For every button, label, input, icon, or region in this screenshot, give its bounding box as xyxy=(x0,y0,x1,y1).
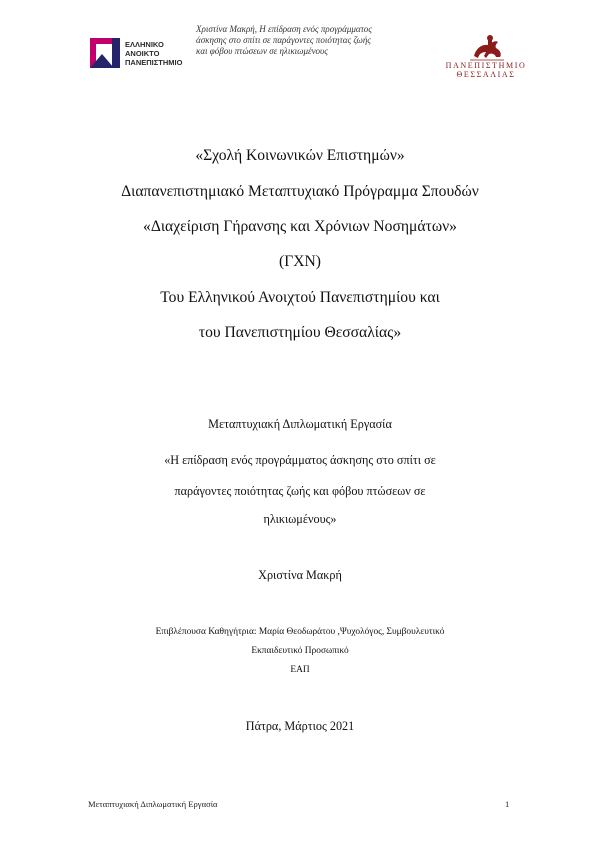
university-line-1: Του Ελληνικού Ανοιχτού Πανεπιστημίου και xyxy=(160,289,440,306)
university-line-2: του Πανεπιστημίου Θεσσαλίας» xyxy=(198,324,402,341)
thesis-title-line-3: ηλικιωμένους» xyxy=(263,512,337,526)
logo-left-line-3: ΠΑΝΕΠΙΣΤΗΜΙΟ xyxy=(125,58,183,67)
school-name: «Σχολή Κοινωνικών Επιστημών» xyxy=(195,147,405,164)
logo-left-line-2: ΑΝΟΙΚΤΟ xyxy=(125,49,160,58)
university-of-thessaly-logo xyxy=(440,30,532,80)
program-title: «Διαχείριση Γήρανσης και Χρόνιων Νοσημάτων» xyxy=(143,218,457,235)
program-abbreviation: (ΓΧΝ) xyxy=(279,253,321,270)
logo-right-line-2: ΘΕΣΣΑΛΙΑΣ xyxy=(456,70,516,79)
footer-label: Μεταπτυχιακή Διπλωματική Εργασία xyxy=(88,799,218,809)
logo-right-line-1: ΠΑΝΕΠΙΣΤΗΜΙΟ xyxy=(445,61,527,70)
horse-rider-emblem-icon xyxy=(474,35,501,58)
hellenic-open-university-logo xyxy=(88,34,198,74)
place-date: Πάτρα, Μάρτιος 2021 xyxy=(245,719,355,733)
supervisor-line-3: ΕΑΠ xyxy=(290,665,310,675)
running-header-line-3: και φόβου πτώσεων σε ηλικιωμένους xyxy=(196,46,328,56)
running-header-line-1: Χριστίνα Μακρή, Η επίδραση ενός προγράμματος xyxy=(196,24,372,34)
running-header-line-2: άσκησης στο σπίτι σε παράγοντες ποιότητας ζωής xyxy=(196,35,371,45)
supervisor-line-2: Εκπαιδευτικό Προσωπικό xyxy=(251,646,349,656)
thesis-title-line-1: «Η επίδραση ενός προγράμματος άσκησης στο σπίτι σε xyxy=(164,453,436,467)
thesis-type: Μεταπτυχιακή Διπλωματική Εργασία xyxy=(208,417,392,431)
author-name: Χριστίνα Μακρή xyxy=(258,568,342,582)
program-name: Διαπανεπιστημιακό Μεταπτυχιακό Πρόγραμμα Σπουδών xyxy=(121,183,479,200)
logo-left-line-1: ΕΛΛΗΝΙΚΟ xyxy=(125,40,164,49)
running-header xyxy=(196,24,406,57)
supervisor-line-1: Επιβλέπουσα Καθηγήτρια: Μαρία Θεοδωράτου ,Ψυχολόγος, Συμβουλευτικό xyxy=(155,627,445,637)
thesis-title-line-2: παράγοντες ποιότητας ζωής και φόβου πτώσεων σε xyxy=(174,484,426,498)
page-number: 1 xyxy=(505,799,510,809)
